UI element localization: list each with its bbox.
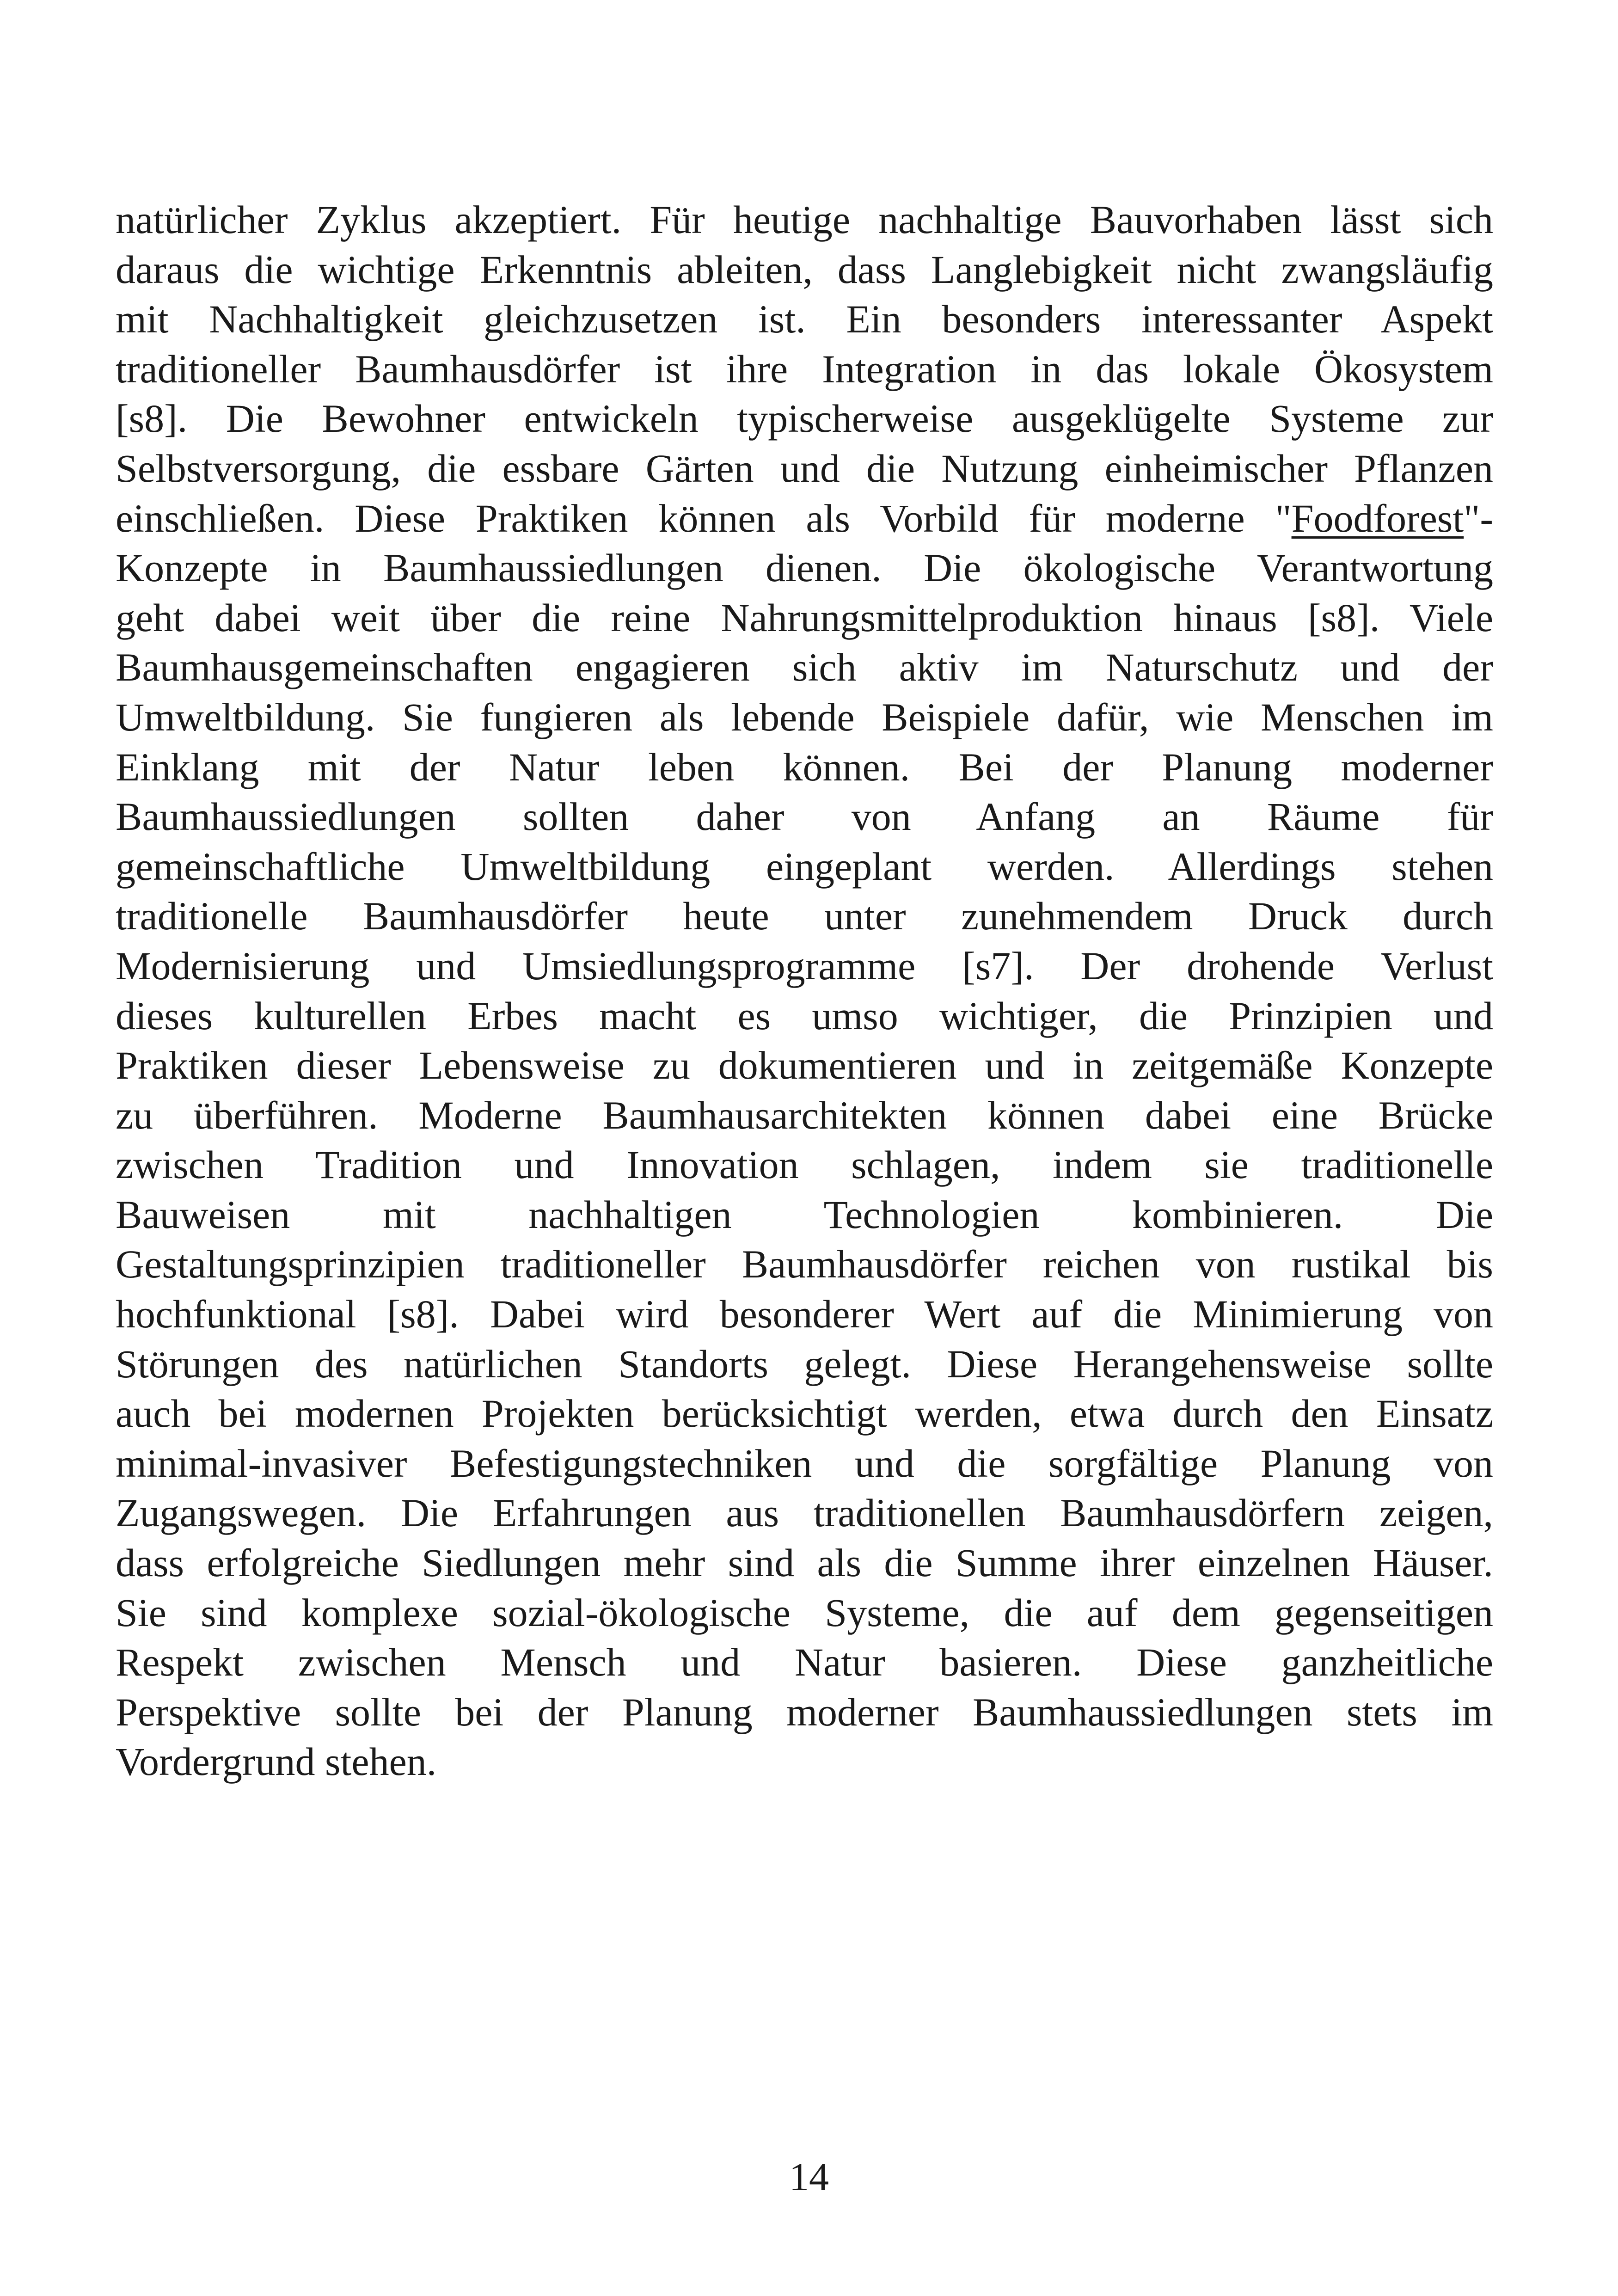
body-paragraph (116, 195, 1493, 1787)
foodforest-link[interactable]: Foodforest (1291, 496, 1464, 540)
text-line-with-link (116, 494, 1493, 544)
text-line-last: Vordergrund stehen. (116, 1739, 437, 1784)
text-line: minimal-invasiver Befestigungstechniken und die sorgfältige Planung von (116, 1441, 1493, 1486)
text-line: zu überführen. Moderne Baumhausarchitekten können dabei eine Brücke (116, 1093, 1493, 1137)
text-line: Störungen des natürlichen Standorts gelegt. Diese Herangehensweise sollte (116, 1341, 1493, 1386)
text-line: Perspektive sollte bei der Planung moderner Baumhaussiedlungen stets im (116, 1689, 1493, 1734)
text-line: gemeinschaftliche Umweltbildung eingeplant werden. Allerdings stehen (116, 844, 1493, 889)
text-line: Zugangswegen. Die Erfahrungen aus traditionellen Baumhausdörfern zeigen, (116, 1491, 1493, 1535)
text-line: Bauweisen mit nachhaltigen Technologien kombinieren. Die (116, 1192, 1493, 1237)
text-line: dass erfolgreiche Siedlungen mehr sind als die Summe ihrer einzelnen Häuser. (116, 1541, 1493, 1585)
text-line: Sie sind komplexe sozial-ökologische Systeme, die auf dem gegenseitigen (116, 1590, 1493, 1635)
text-line: natürlicher Zyklus akzeptiert. Für heutige nachhaltige Bauvorhaben lässt sich (116, 197, 1493, 242)
text-line: Konzepte in Baumhaussiedlungen dienen. Die ökologische Verantwortung (116, 546, 1493, 590)
text-line: Respekt zwischen Mensch und Natur basieren. Diese ganzheitliche (116, 1640, 1493, 1685)
text-line: Umweltbildung. Sie fungieren als lebende Beispiele dafür, wie Menschen im (116, 694, 1493, 739)
text-line: Gestaltungsprinzipien traditioneller Baumhausdörfer reichen von rustikal bis (116, 1242, 1493, 1287)
link-line-before: einschließen. Diese Praktiken können als Vorbild für moderne " (116, 496, 1292, 540)
text-line: hochfunktional [s8]. Dabei wird besonderer Wert auf die Minimierung von (116, 1292, 1493, 1337)
text-line: dieses kulturellen Erbes macht es umso wichtiger, die Prinzipien und (116, 993, 1493, 1038)
page-number: 14 (789, 2155, 829, 2199)
text-line: daraus die wichtige Erkenntnis ableiten, dass Langlebigkeit nicht zwangsläufig (116, 247, 1493, 292)
text-line: traditioneller Baumhausdörfer ist ihre Integration in das lokale Ökosystem (116, 346, 1493, 391)
text-line: Modernisierung und Umsiedlungsprogramme [s7]. Der drohende Verlust (116, 943, 1493, 988)
link-line-after: "- (1464, 496, 1493, 540)
text-line: Einklang mit der Natur leben können. Bei der Planung moderner (116, 744, 1493, 789)
text-line: mit Nachhaltigkeit gleichzusetzen ist. Ein besonders interessanter Aspekt (116, 297, 1493, 342)
text-line: [s8]. Die Bewohner entwickeln typischerweise ausgeklügelte Systeme zur (116, 396, 1493, 441)
text-line: auch bei modernen Projekten berücksichtigt werden, etwa durch den Einsatz (116, 1391, 1493, 1436)
text-line: Baumhausgemeinschaften engagieren sich aktiv im Naturschutz und der (116, 645, 1493, 690)
text-line: traditionelle Baumhausdörfer heute unter zunehmendem Druck durch (116, 894, 1493, 939)
text-line: Baumhaussiedlungen sollten daher von Anfang an Räume für (116, 794, 1493, 839)
text-line: zwischen Tradition und Innovation schlagen, indem sie traditionelle (116, 1142, 1493, 1187)
text-line: Selbstversorgung, die essbare Gärten und die Nutzung einheimischer Pflanzen (116, 446, 1493, 491)
text-line: geht dabei weit über die reine Nahrungsmittelproduktion hinaus [s8]. Viele (116, 595, 1493, 640)
text-line: Praktiken dieser Lebensweise zu dokumentieren und in zeitgemäße Konzepte (116, 1043, 1493, 1088)
